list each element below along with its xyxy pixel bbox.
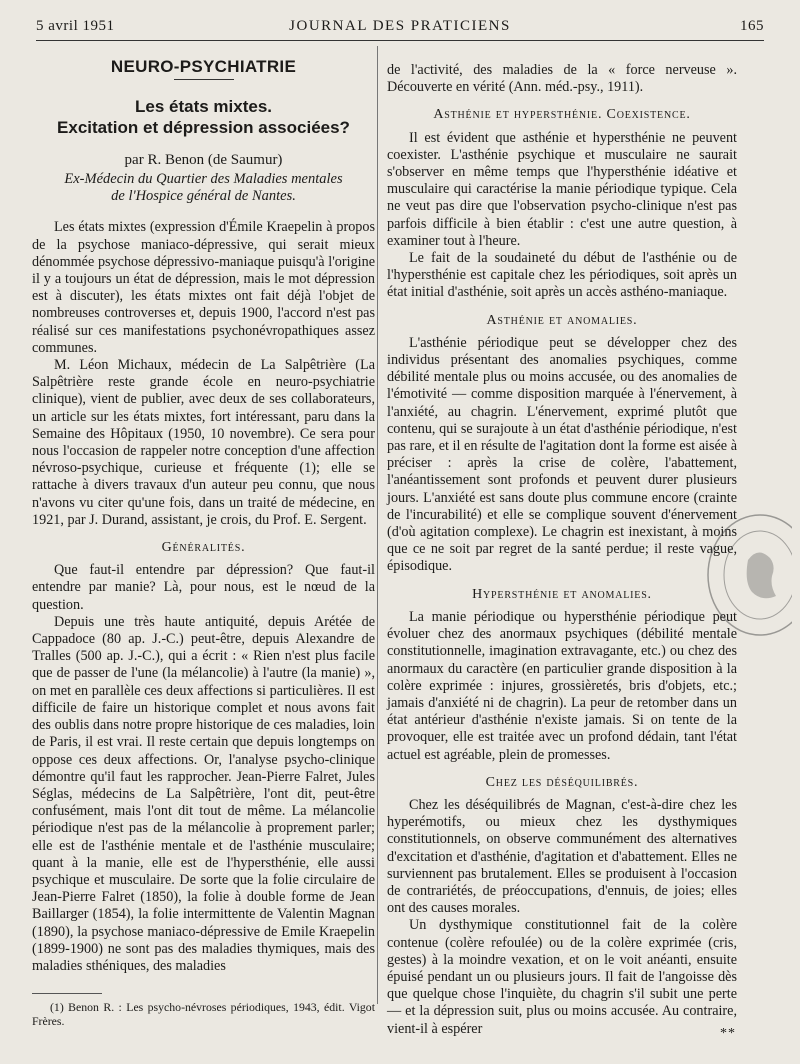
footnote: (1) Benon R. : Les psycho-névroses périodiques, 1943, édit. Vigot Frères. bbox=[32, 1000, 375, 1029]
subheading: Généralités. bbox=[161, 540, 246, 556]
page-number: 165 bbox=[740, 18, 764, 34]
paragraph: Un dysthymique constitutionnel fait de la colère contenue (colère refoulée) ou de la colère exprimée (cris, gestes) à la moindre vexation, et on le voit anéanti, ensuite épuisé pendant un ou plusieurs jours. Il fait de l'angoisse dès que quelque chose l'inquiète, du chagrin s'il subit une perte — et la dépression suit, plus ou moins accusée. Au contraire, vient-il à espérer bbox=[387, 917, 737, 1037]
section-title: NEURO-PSYCHIATRIE bbox=[110, 57, 297, 76]
section-title-rule bbox=[174, 79, 234, 80]
header-rule bbox=[36, 40, 764, 41]
byline: par R. Benon (de Saumur) bbox=[124, 152, 283, 169]
end-marks: ** bbox=[720, 1026, 736, 1041]
library-stamp-icon bbox=[700, 510, 792, 640]
paragraph: L'asthénie périodique peut se développer chez des individus présentant des anomalies psychiques, comme débilité mentale plus ou moins accusée, ou des anomalies de l'émotivité — comme disposition marquée à l'énervement, à l'anxiété, au chagrin. L'énervement, exprimé plutôt que contenu, qui se surajoute à un état d'asthénie périodique, n'est pas rare, et il en résulte de l'agitation dont la forme est aisée à préciser : après la crise de colère, l'abattement, l'anéantissement sont profonds et peuvent durer plusieurs jours. L'anxiété est sans doute plus commune encore (crainte de l'incurabilité) et elle se complique souvent d'énervement (d'où agitation complexe). Le chagrin est inexistant, à moins que ce ne soit par regret de la santé perdue; il reste vague, épisodique. bbox=[387, 334, 737, 575]
subheading: Asthénie et hypersthénie. Coexistence. bbox=[433, 107, 691, 123]
article-title bbox=[32, 96, 375, 138]
paragraph: Depuis une très haute antiquité, depuis Arétée de Cappadoce (80 ap. J.-C.) peut-être, depuis Alexandre de Tralles (500 ap. J.-C.), qui a écrit : « Rien n'est plus facile que de passer de l'une (la mélancolie) à l'autre (la manie) », on met en parallèle ces deux affections si particulières. Il est difficile de faire un historique complet et nous avons fait des oublis dans notre propre historique de ces maladies, loin de Paris, il est vrai. Il reste certain que depuis longtemps on oppose ces deux affections. Or, l'analyse psycho-clinique démontre qu'il faut les rapprocher. Jean-Pierre Falret, Jules Séglas, médecins de La Salpêtrière, l'ont dit, peut-être confusément, mais l'ont dit tout de même. La mélancolie périodique n'est pas de la mélancolie à proprement parler; elle est de l'asthénie mentale et de l'asthénie musculaire; quant à la manie, elle est de l'hypersthénie, elle aussi psychique et musculaire. De sorte que la folie circulaire de Jean-Pierre Falret (1850), la folie à double forme de Jean Baillarger (1854), la folie intermittente de Valentin Magnan (1890), la psychose maniaco-dépressive de Emile Kraepelin (1899-1900) ne sont pas des maladies thymiques, mais des maladies sthéniques, des maladies bbox=[32, 613, 375, 974]
journal-title: JOURNAL DES PRATICIENS bbox=[289, 18, 511, 34]
paragraph: de l'activité, des maladies de la « force nerveuse ». Découverte en vérité (Ann. méd.-psy., 1911). bbox=[387, 62, 737, 96]
article-title-line-1: Les états mixtes. bbox=[134, 97, 272, 117]
subheading: Asthénie et anomalies. bbox=[486, 312, 638, 328]
paragraph: La manie périodique ou hypersthénie périodique peut évoluer chez des anormaux psychiques (débilité mentale constitutionnelle, imagination extravagante, etc.) ou chez des anormaux du caractère (en particulier grande disposition à la colère exprimée : injures, grossièretés, bris d'objets, etc.; jamais d'anxiété ni de chagrin). La peur de retomber dans un état antérieur d'asthénie n'existe jamais. Si on tente de la provoquer, elle est traitée avec un profond dédain, tant l'état actuel est agréable, plein de promesses. bbox=[387, 608, 737, 763]
column-divider bbox=[377, 46, 378, 1004]
paragraph: Il est évident que asthénie et hypersthénie ne peuvent coexister. L'asthénie psychique et musculaire ne saurait s'observer en même temps que l'hypersthénie idéative et musculaire qui caractérise la manie périodique typique. Cela ne veut pas dire que l'observation psycho-clinique n'est pas parfois difficile à bien établir : c'est une autre question, à examiner tout à l'heure. bbox=[387, 129, 737, 249]
issue-date: 5 avril 1951 bbox=[36, 18, 115, 34]
running-header bbox=[36, 14, 764, 40]
subheading: Hypersthénie et anomalies. bbox=[472, 586, 652, 602]
paragraph: Le fait de la soudaineté du début de l'asthénie ou de l'hypersthénie est capitale chez les périodiques, soit après un état initial d'asthénie, soit après un accès asthéno-maniaque. bbox=[387, 250, 737, 301]
footnote-rule bbox=[32, 993, 102, 994]
paragraph: Que faut-il entendre par dépression? Que faut-il entendre par manie? Là, pour nous, est le nœud de la question. bbox=[32, 562, 375, 613]
left-column bbox=[32, 58, 375, 1028]
subheading: Chez les déséquilibrés. bbox=[485, 774, 639, 790]
article-title-line-2: Excitation et dépression associées? bbox=[57, 118, 350, 138]
paragraph: Les états mixtes (expression d'Émile Kraepelin à propos de la psychose maniaco-dépressive, qui serait mieux dénommée psychose dépressivo-maniaque puisqu'à l'origine il y a toujours un état de dépression, mais le mot dépression est à discuter), les états mixtes ont fait déjà l'objet de nombreuses controverses et, depuis 1900, l'accord n'est pas réalisé sur ces manifestations psychonévropathiques assez communes. bbox=[32, 219, 375, 356]
right-column bbox=[387, 62, 737, 1038]
affiliation-line-2: de l'Hospice général de Nantes. bbox=[111, 188, 296, 205]
affiliation-line-1: Ex-Médecin du Quartier des Maladies mentales bbox=[64, 171, 343, 188]
author-affiliation bbox=[32, 171, 375, 205]
paragraph: M. Léon Michaux, médecin de La Salpêtrière (La Salpêtrière reste grande école en neuro-psychiatrie clinique), vient de publier, avec deux de ses collaborateurs, un article sur les états mixtes, fort intéressant, paru dans la Semaine des Hôpitaux (1950, 10 novembre). Ce sera pour nous l'occasion de rappeler notre conception d'une affection névroso-psychique, curieuse et fréquente (1); elle se rattache à divers travaux d'un auteur peu connu, que nous n'avons vu citer qu'une fois, dans un traité de médecine, en 1921, par J. Durand, assistant, je crois, du Prof. E. Sergent. bbox=[32, 357, 375, 528]
paragraph: Chez les déséquilibrés de Magnan, c'est-à-dire chez les hyperémotifs, ou mieux chez les dysthymiques constitutionnels, on observe communément des alternatives d'excitation et d'asthénie, d'agitation et d'abattement. Elles ne surviennent pas brutalement. Elles se produisent à l'occasion de contrariétés, de préoccupations, d'ennuis, de joies; elles ont des causes morales. bbox=[387, 796, 737, 917]
